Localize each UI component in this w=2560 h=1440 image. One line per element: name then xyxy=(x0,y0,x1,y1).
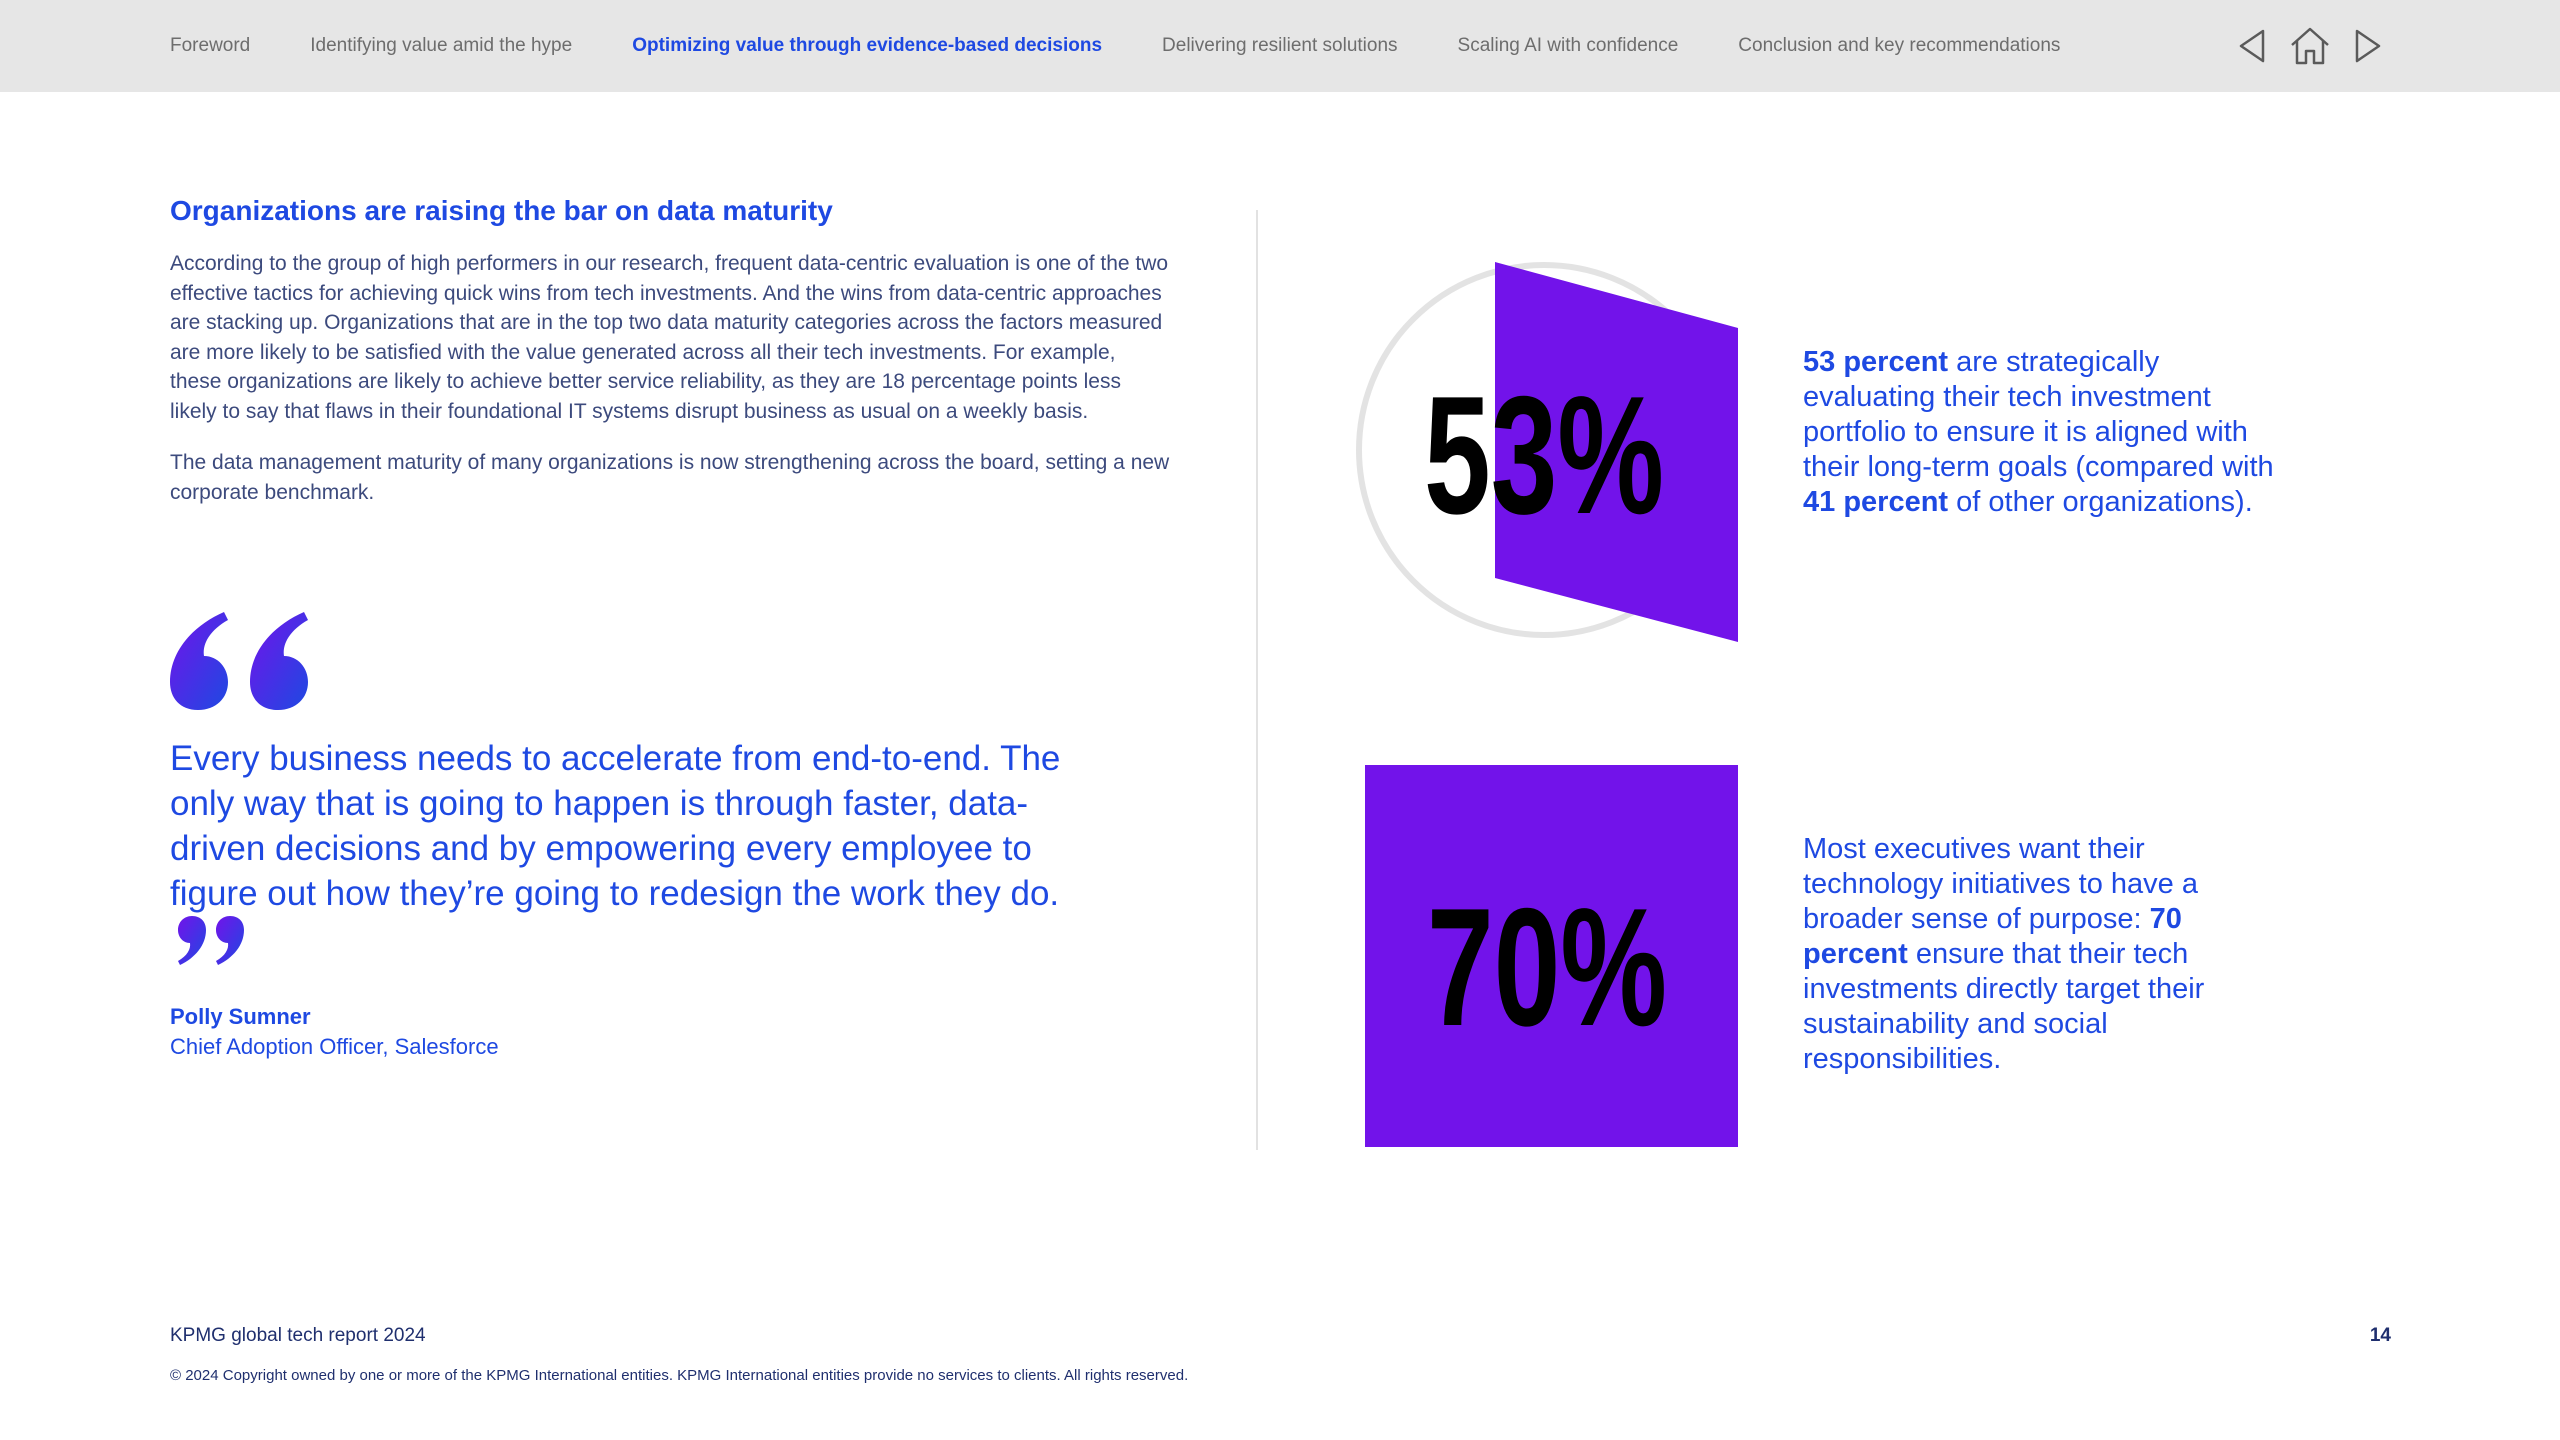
stat-53-bold-1: 53 percent xyxy=(1803,346,1949,378)
next-page-button[interactable] xyxy=(2346,22,2390,70)
stat-70-description xyxy=(1803,832,2283,1077)
previous-page-button[interactable] xyxy=(2230,22,2274,70)
section-heading: Organizations are raising the bar on data maturity xyxy=(170,195,833,226)
tab-delivering-resilient[interactable]: Delivering resilient solutions xyxy=(1162,35,1398,56)
section-tabs xyxy=(170,0,2120,92)
triangle-left-icon xyxy=(2238,28,2266,64)
stat-53-description xyxy=(1803,345,2283,520)
body-paragraph-1: According to the group of high performers in our research, frequent data-centric evaluation is one of the two effective tactics for achieving quick wins from tech investments. And the wins from data-centric approaches are stacking up. Organizations that are in the top two data maturity categories across the factors measured are more likely to be satisfied with the value generated across all their tech investments. For example, these organizations are likely to achieve better service reliability, as they are 18 percentage points less likely to say that flaws in their foundational IT systems disrupt business as usual on a weekly basis. xyxy=(170,252,1169,423)
column-divider xyxy=(1256,210,1258,1150)
triangle-right-icon xyxy=(2354,28,2382,64)
stat-53-text-2: of other organizations). xyxy=(1948,486,2253,518)
stat-70-graphic xyxy=(1355,760,1755,1160)
article-column xyxy=(170,195,1170,529)
stat-70-text-2: ensure that their tech investments directly target their sustainability and social responsibilities. xyxy=(1803,938,2205,1075)
stat-53-bold-2: 41 percent xyxy=(1803,486,1949,518)
author-name: Polly Sumner xyxy=(170,1004,311,1029)
footer-report-title: KPMG global tech report 2024 xyxy=(170,1325,426,1346)
stat-70-text-1: Most executives want their technology initiatives to have a broader sense of purpose: xyxy=(1803,833,2198,935)
tab-optimizing-value[interactable]: Optimizing value through evidence-based decisions xyxy=(632,35,1103,56)
page-number: 14 xyxy=(2369,1325,2391,1346)
tab-conclusion[interactable]: Conclusion and key recommendations xyxy=(1738,35,2061,56)
copyright-notice: © 2024 Copyright owned by one or more of the KPMG International entities. KPMG International entities provide no services to clients. All rights reserved. xyxy=(170,1367,1189,1384)
stat-53-text-1: are strategically evaluating their tech investment portfolio to ensure it is aligned with their long-term goals (compared with xyxy=(1803,346,2274,483)
quote-attribution xyxy=(170,1002,499,1062)
home-button[interactable] xyxy=(2288,22,2332,70)
stat-70-bold-1: 70 percent xyxy=(1803,903,2182,970)
stat-70-value: 70% xyxy=(1427,873,1667,1061)
body-paragraph-2: The data management maturity of many organizations is now strengthening across the board, setting a new corporate benchmark. xyxy=(170,451,1170,504)
author-title: Chief Adoption Officer, Salesforce xyxy=(170,1034,499,1059)
quote-text: Every business needs to accelerate from end-to-end. The only way that is going to happen is through faster, data-driven decisions and by empowering every employee to figure out how they’re going to redesign the work they do. xyxy=(170,739,1061,913)
close-quote-icon xyxy=(178,916,244,966)
page-controls xyxy=(2230,22,2390,70)
pull-quote xyxy=(170,736,1110,966)
tab-scaling-ai[interactable]: Scaling AI with confidence xyxy=(1457,35,1679,56)
top-nav-bar xyxy=(0,0,2560,92)
home-icon xyxy=(2289,26,2331,66)
open-quote-icon xyxy=(170,612,310,712)
stat-53-graphic xyxy=(1355,255,1755,655)
stat-53-value: 53% xyxy=(1424,361,1664,549)
tab-foreword[interactable]: Foreword xyxy=(170,35,251,56)
tab-identifying-value[interactable]: Identifying value amid the hype xyxy=(310,35,573,56)
